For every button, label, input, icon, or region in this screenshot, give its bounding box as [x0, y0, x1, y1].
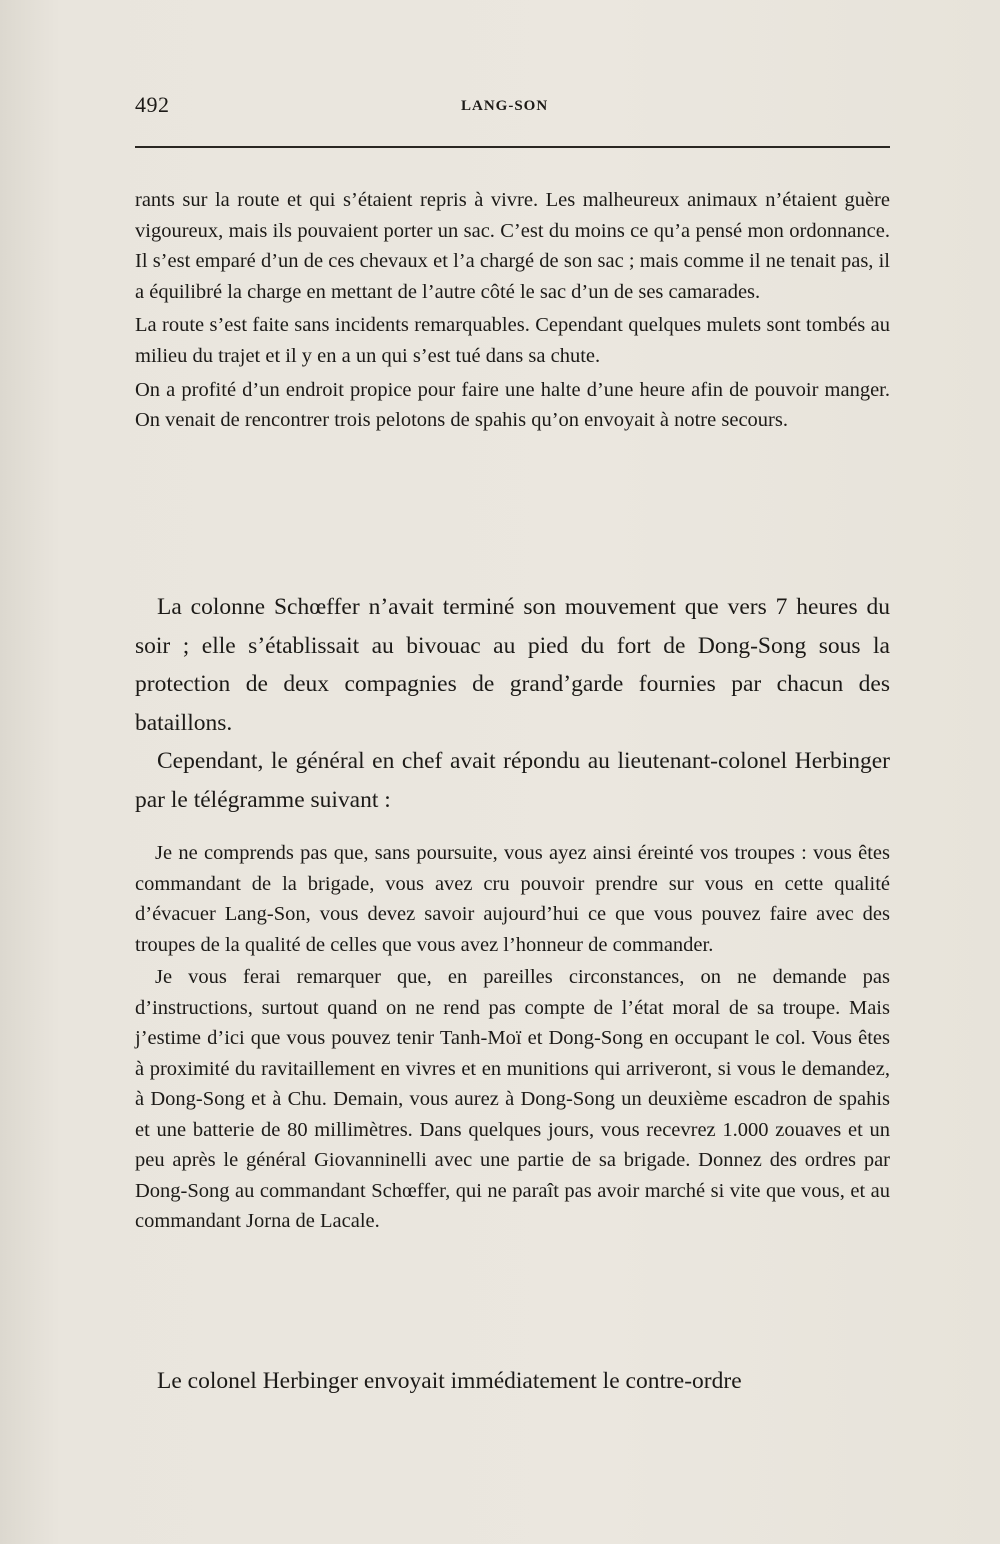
- page-number: 492: [135, 92, 170, 117]
- narrative-block: [135, 185, 890, 436]
- paragraph: rants sur la route et qui s’étaient repris à vivre. Les malheureux animaux n’étaient guère vigoureux, mais ils pouvaient porter un sac. C’est du moins ce qu’a pensé mon ordonnance. Il s’est emparé d’un de ces chevaux et l’a chargé de son sac ; mais comme il ne tenait pas, il a équilibré la charge en mettant de l’autre côté le sac d’un de ses camarades.: [135, 189, 890, 303]
- telegram-quote: [135, 838, 890, 1237]
- header-rule: [135, 146, 890, 148]
- quote-paragraph: Je ne comprends pas que, sans poursuite, vous ayez ainsi éreinté vos troupes : vous êtes commandant de la brigade, vous avez cru pouvoir prendre sur vous en cette qualité d’évacuer Lang-Son, vous devez savoir aujourd’hui ce que vous pouvez faire avec des troupes de la qualité de celles que vous avez l’honneur de commander.: [135, 842, 890, 956]
- main-text-block: [135, 588, 890, 819]
- page-header: [135, 92, 890, 132]
- running-head: LANG-SON: [461, 98, 549, 114]
- quote-paragraph: Je vous ferai remarquer que, en pareilles circonstances, on ne demande pas d’instructions, surtout quand on ne rend pas compte de l’état moral de sa troupe. Mais j’estime d’ici que vous pouvez tenir Tanh-Moï et Dong-Song en occupant le col. Vous êtes à proximité du ravitaillement en vivres et en munitions qui arriveront, si vous le demandez, à Dong-Song et à Chu. Demain, vous aurez à Dong-Song un deuxième escadron de spahis et une batterie de 80 millimètres. Dans quelques jours, vous recevrez 1.000 zouaves et un peu après le général Giovanninelli avec une partie de sa brigade. Donnez des ordres par Dong-Song au commandant Schœffer, qui ne paraît pas avoir marché si vite que vous, et au commandant Jorna de Lacale.: [135, 966, 890, 1232]
- closing-block: [135, 1362, 890, 1401]
- paragraph: La colonne Schœffer n’avait terminé son mouvement que vers 7 heures du soir ; elle s’établissait au bivouac au pied du fort de Dong-Song sous la protection de deux compagnies de grand’garde fournies par chacun des bataillons.: [135, 594, 890, 736]
- paragraph: Cependant, le général en chef avait répondu au lieutenant-colonel Herbinger par le télégramme suivant :: [135, 748, 890, 813]
- paragraph: Le colonel Herbinger envoyait immédiatement le contre-ordre: [157, 1368, 742, 1394]
- paragraph: On a profité d’un endroit propice pour faire une halte d’une heure afin de pouvoir manger. On venait de rencontrer trois pelotons de spahis qu’on envoyait à notre secours.: [135, 378, 890, 432]
- paragraph: La route s’est faite sans incidents remarquables. Cependant quelques mulets sont tombés au milieu du trajet et il y en a un qui s’est tué dans sa chute.: [135, 314, 890, 367]
